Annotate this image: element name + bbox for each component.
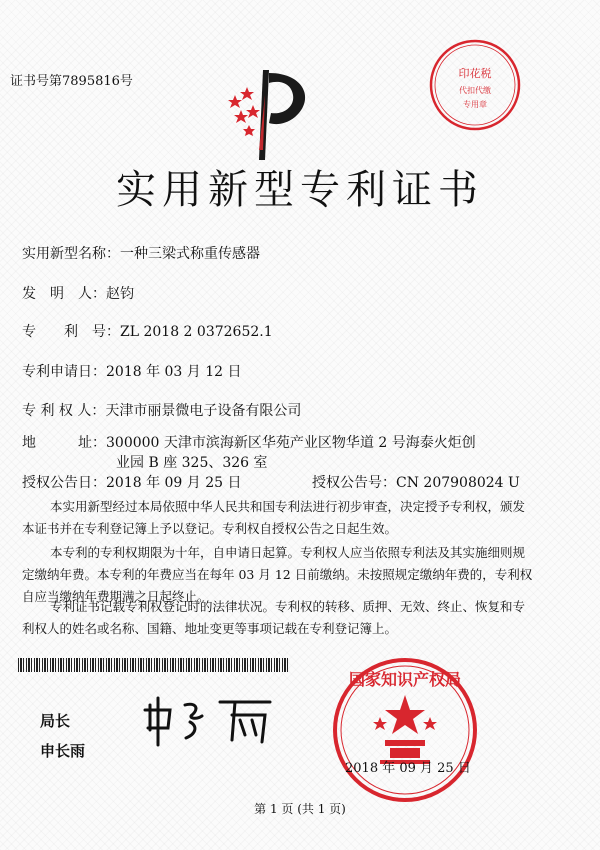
official-title: 局长	[40, 712, 71, 730]
label-patent-number: 专 利 号：	[22, 324, 120, 340]
seal-text: 国家知识产权局	[348, 670, 462, 689]
label-patentee: 专 利 权 人：	[22, 403, 106, 419]
seal-date: 2018 年 09 月 25 日	[345, 761, 471, 776]
field-grant-number	[312, 472, 520, 492]
signature	[140, 690, 280, 750]
official-name: 申长雨	[40, 742, 86, 760]
field-grant-date	[22, 472, 242, 492]
para3-line2-text: 利权人的姓名或名称、国籍、地址变更等事项记载在专利登记簿上。	[22, 621, 398, 636]
field-utility-model-name	[22, 243, 260, 263]
field-patent-number	[22, 321, 273, 341]
value-address-line-1: 300000 天津市滨海新区华苑产业区物华道 2 号海泰火炬创	[106, 435, 476, 451]
small-seal-label: 印花税	[458, 67, 492, 80]
label-application-date: 专利申请日：	[22, 364, 106, 380]
svg-text:代扣代缴: 代扣代缴	[459, 86, 491, 95]
certificate-title: 实用新型专利证书	[116, 167, 484, 213]
barcode	[18, 658, 288, 672]
value-application-date: 2018 年 03 月 12 日	[106, 364, 242, 380]
stamp-duty-seal-icon	[425, 35, 525, 135]
patent-office-logo-icon	[225, 65, 320, 160]
value-grant-number: CN 207908024 U	[396, 475, 520, 491]
label-address: 地 址：	[22, 435, 106, 451]
para2-line3: 自应当缴纳年费期满之日起终止。	[22, 589, 210, 604]
official-seal-icon	[330, 655, 480, 805]
field-inventor	[22, 283, 134, 303]
page-number: 第 1 页 (共 1 页)	[254, 802, 346, 816]
value-patent-number: ZL 2018 2 0372652.1	[120, 324, 273, 340]
label-grant-number: 授权公告号：	[312, 475, 396, 491]
certificate-number: 证书号第7895816号	[10, 74, 133, 89]
para3-line1-text: 专利证书记载专利权登记时的法律状况。专利权的转移、质押、无效、终止、恢复和专	[50, 599, 526, 614]
field-application-date	[22, 361, 242, 381]
para1-line1: 本实用新型经过本局依照中华人民共和国专利法进行初步审查，决定授予专利权，颁发	[50, 499, 526, 514]
para2-line2: 定缴纳年费。本专利的年费应当在每年 03 月 12 日前缴纳。未按照规定缴纳年费的，专利权	[22, 567, 533, 582]
para1-line2: 本证书并在专利登记簿上予以登记。专利权自授权公告之日起生效。	[22, 521, 398, 536]
value-grant-date: 2018 年 09 月 25 日	[106, 475, 242, 491]
para2-line1: 本专利的专利权期限为十年，自申请日起算。专利权人应当依照专利法及其实施细则规	[50, 545, 526, 560]
label-grant-date: 授权公告日：	[22, 475, 106, 491]
value-patentee: 天津市丽景微电子设备有限公司	[105, 403, 302, 419]
label-inventor: 发 明 人：	[22, 286, 106, 302]
value-address-line-2: 业园 B 座 325、326 室	[116, 455, 268, 471]
field-patentee	[22, 400, 301, 420]
value-name: 一种三梁式称重传感器	[120, 246, 260, 262]
value-inventor: 赵钧	[106, 286, 134, 302]
field-address	[22, 432, 476, 452]
label-name: 实用新型名称：	[22, 246, 120, 262]
svg-text:专用章: 专用章	[463, 100, 487, 109]
